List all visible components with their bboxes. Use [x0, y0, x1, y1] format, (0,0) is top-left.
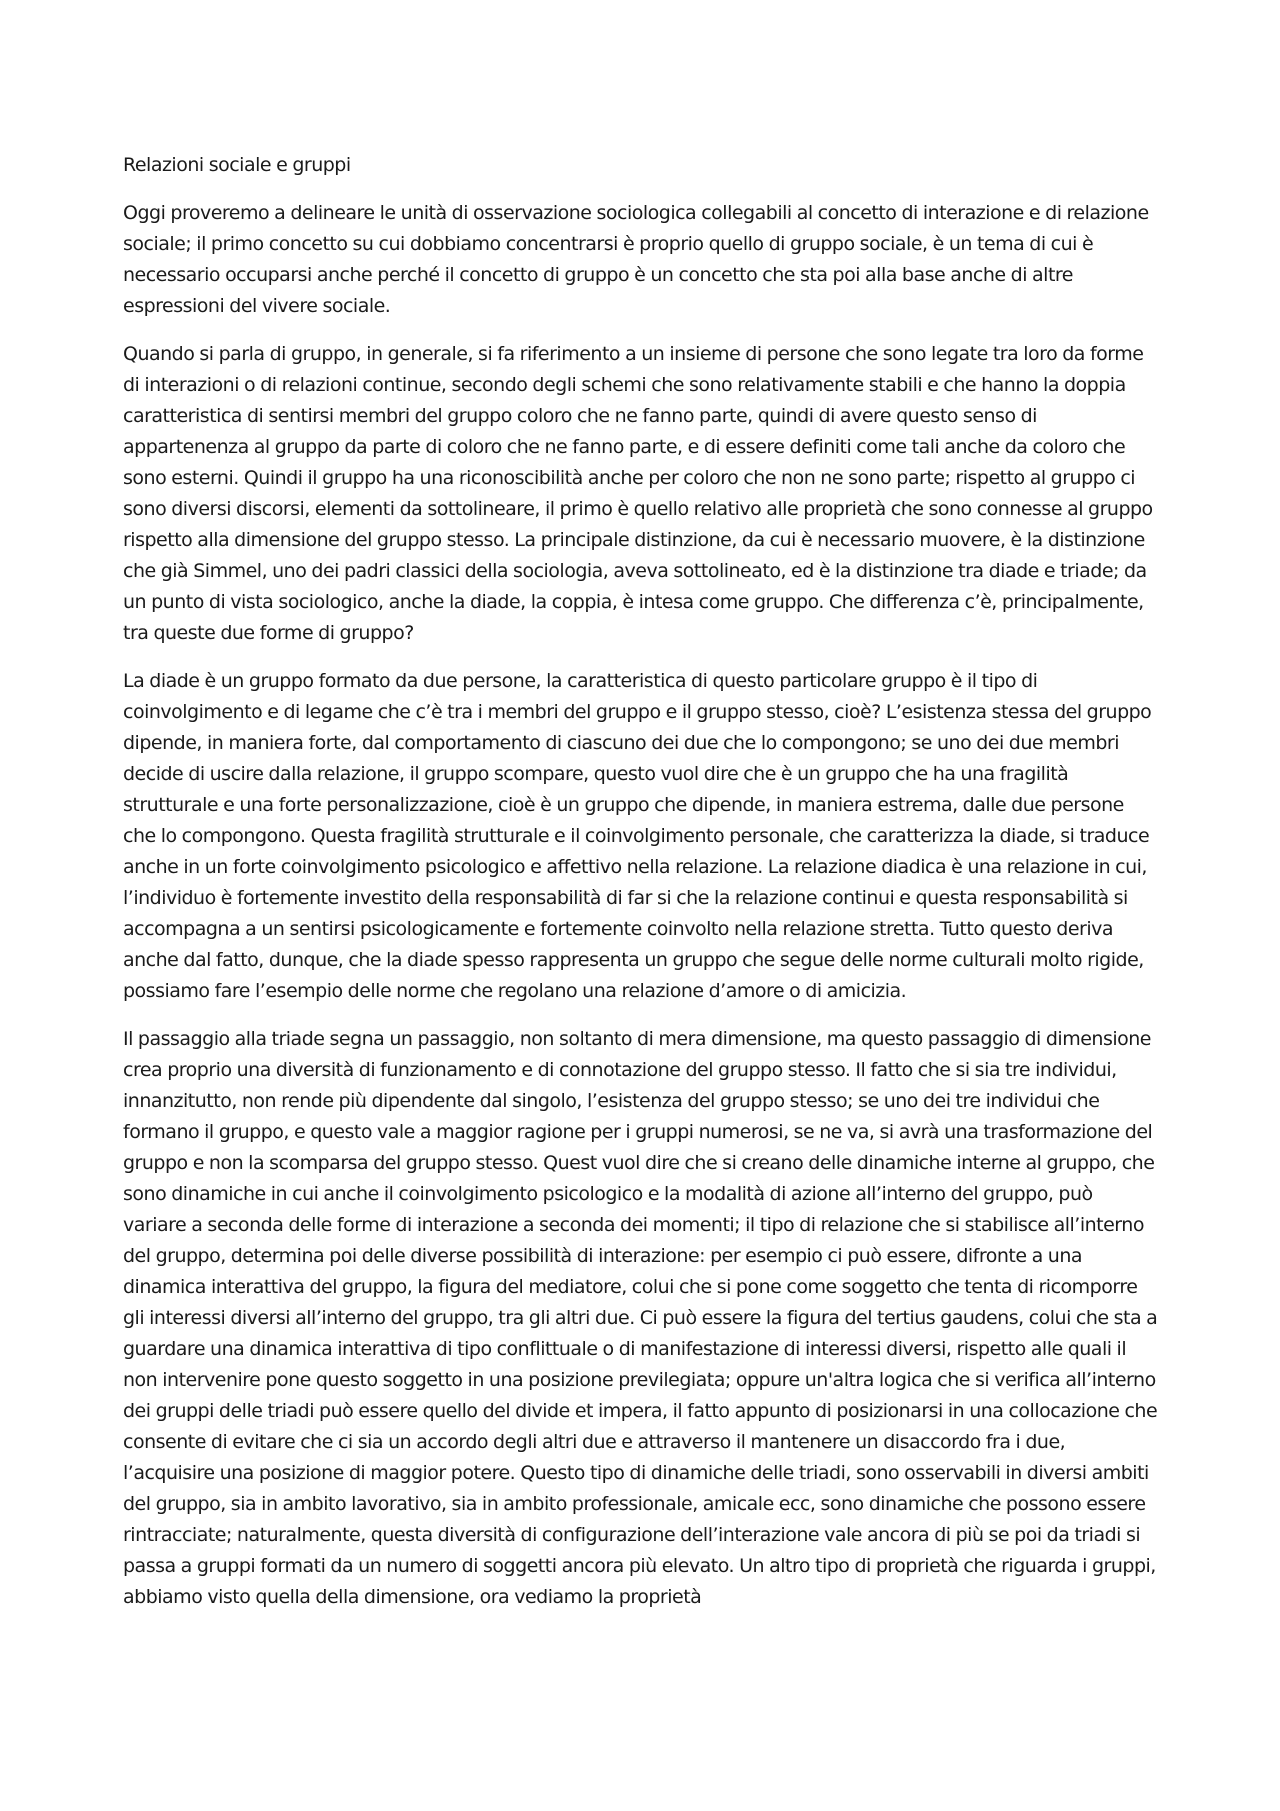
- paragraph-intro: Oggi proveremo a delineare le unità di osservazione sociologica collegabili al concetto di interazione e di relazione sociale; il primo concetto su cui dobbiamo concentrarsi è proprio quello di gruppo sociale, è un tema di cui è necessario occuparsi anche perché il concetto di gruppo è un concetto che sta poi alla base anche di altre espressioni del vivere sociale.: [123, 202, 1149, 317]
- paragraph-triade: Il passaggio alla triade segna un passaggio, non soltanto di mera dimensione, ma questo passaggio di dimensione crea proprio una diversità di funzionamento e di connotazione del gruppo stesso. Il fatto che si sia tre individui, innanzitutto, non rende più dipendente dal singolo, l’esistenza del gruppo stesso; se uno dei tre individui che formano il gruppo, e questo vale a maggior ragione per i gruppi numerosi, se ne va, si avrà una trasformazione del gruppo e non la scomparsa del gruppo stesso. Quest vuol dire che si creano delle dinamiche interne al gruppo, che sono dinamiche in cui anche il coinvolgimento psicologico e la modalità di azione all’interno del gruppo, può variare a seconda delle forme di interazione a seconda dei momenti; il tipo di relazione che si stabilisce all’interno del gruppo, determina poi delle diverse possibilità di interazione: per esempio ci può essere, difronte a una dinamica interattiva del gruppo, la figura del mediatore, colui che si pone come soggetto che tenta di ricomporre gli interessi diversi all’interno del gruppo, tra gli altri due. Ci può essere la figura del tertius gaudens, colui che sta a guardare una dinamica interattiva di tipo conflittuale o di manifestazione di interessi diversi, rispetto alle quali il non intervenire pone questo soggetto in una posizione previlegiata; oppure un'altra logica che si verifica all’interno dei gruppi delle triadi può essere quello del divide et impera, il fatto appunto di posizionarsi in una collocazione che consente di evitare che ci sia un accordo degli altri due e attraverso il mantenere un disaccordo fra i due, l’acquisire una posizione di maggior potere. Questo tipo di dinamiche delle triadi, sono osservabili in diversi ambiti del gruppo, sia in ambito lavorativo, sia in ambito professionale, amicale ecc, sono dinamiche che possono essere rintracciate; naturalmente, questa diversità di configurazione dell’interazione vale ancora di più se poi da triadi si passa a gruppi formati da un numero di soggetti ancora più elevato. Un altro tipo di proprietà che riguarda i gruppi, abbiamo visto quella della dimensione, ora vediamo la proprietà: [123, 1028, 1158, 1608]
- document-title: Relazioni sociale e gruppi: [123, 154, 351, 176]
- paragraph-diade: La diade è un gruppo formato da due persone, la caratteristica di questo particolare gruppo è il tipo di coinvolgimento e di legame che c’è tra i membri del gruppo e il gruppo stesso, cioè? L’esistenza stessa del gruppo dipende, in maniera forte, dal comportamento di ciascuno dei due che lo compongono; se uno dei due membri decide di uscire dalla relazione, il gruppo scompare, questo vuol dire che è un gruppo che ha una fragilità strutturale e una forte personalizzazione, cioè è un gruppo che dipende, in maniera estrema, dalle due persone che lo compongono. Questa fragilità strutturale e il coinvolgimento personale, che caratterizza la diade, si traduce anche in un forte coinvolgimento psicologico e affettivo nella relazione. La relazione diadica è una relazione in cui, l’individuo è fortemente investito della responsabilità di far si che la relazione continui e questa responsabilità si accompagna a un sentirsi psicologicamente e fortemente coinvolto nella relazione stretta. Tutto questo deriva anche dal fatto, dunque, che la diade spesso rappresenta un gruppo che segue delle norme culturali molto rigide, possiamo fare l’esempio delle norme che regolano una relazione d’amore o di amicizia.: [123, 670, 1152, 1002]
- paragraph-group-definition: Quando si parla di gruppo, in generale, si fa riferimento a un insieme di persone che sono legate tra loro da forme di interazioni o di relazioni continue, secondo degli schemi che sono relativamente stabili e che hanno la doppia caratteristica di sentirsi membri del gruppo coloro che ne fanno parte, quindi di avere questo senso di appartenenza al gruppo da parte di coloro che ne fanno parte, e di essere definiti come tali anche da coloro che sono esterni. Quindi il gruppo ha una riconoscibilità anche per coloro che non ne sono parte; rispetto al gruppo ci sono diversi discorsi, elementi da sottolineare, il primo è quello relativo alle proprietà che sono connesse al gruppo rispetto alla dimensione del gruppo stesso. La principale distinzione, da cui è necessario muovere, è la distinzione che già Simmel, uno dei padri classici della sociologia, aveva sottolineato, ed è la distinzione tra diade e triade; da un punto di vista sociologico, anche la diade, la coppia, è intesa come gruppo. Che differenza c’è, principalmente, tra queste due forme di gruppo?: [123, 343, 1153, 644]
